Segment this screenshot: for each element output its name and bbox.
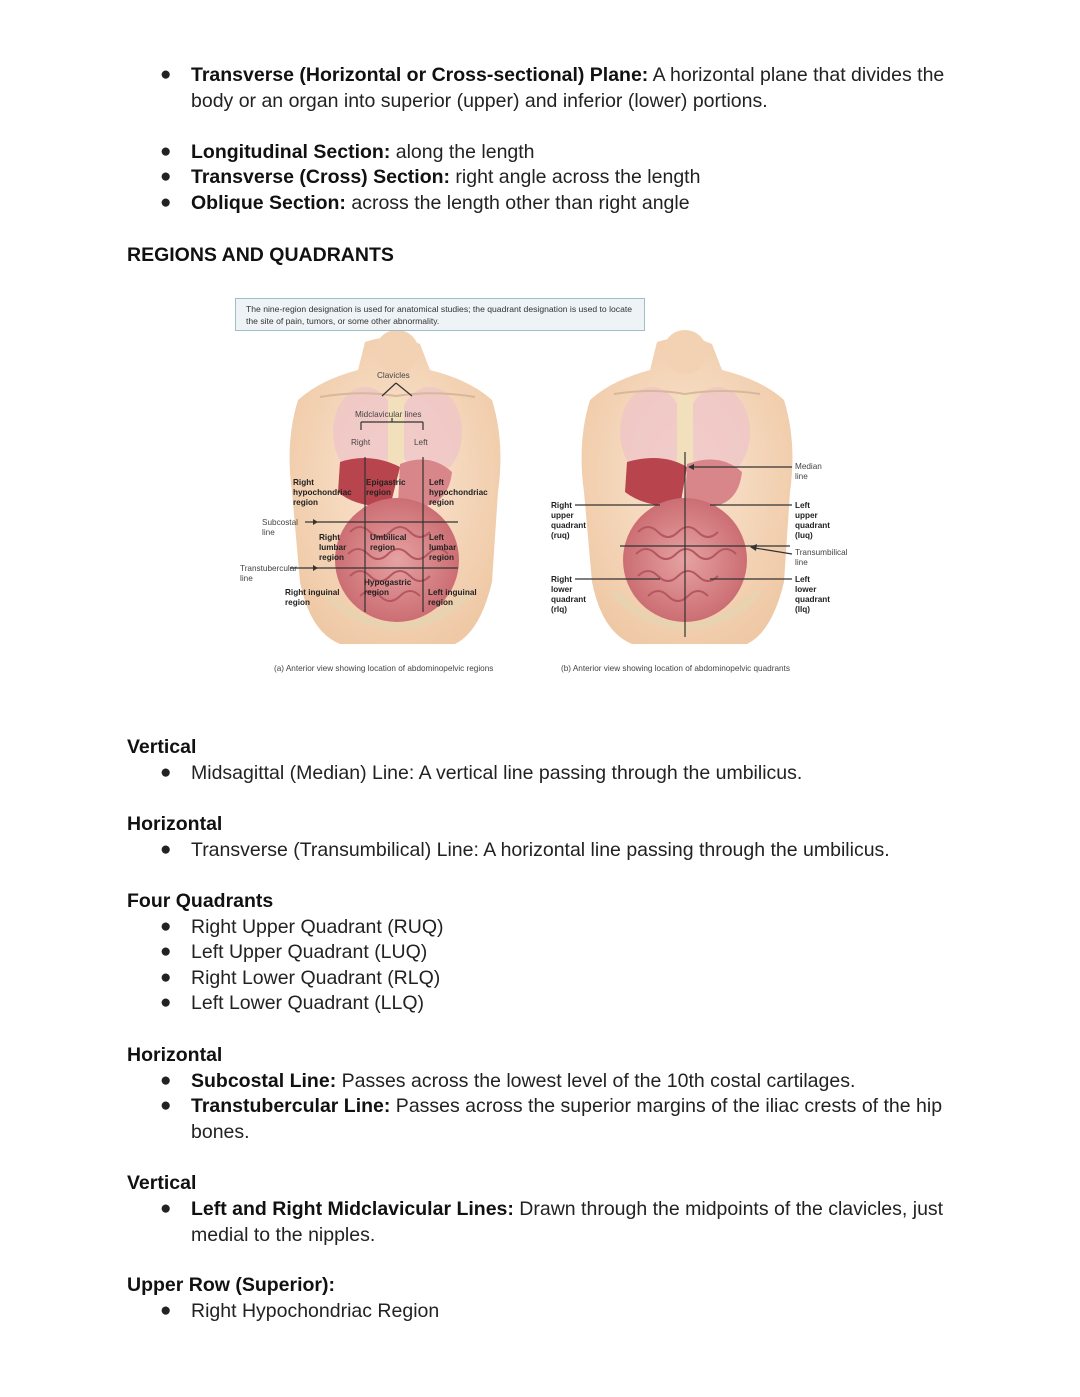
list-item: Right Upper Quadrant (RUQ) [191, 916, 444, 938]
line: Transumbilical [795, 548, 848, 557]
label-right: Right [351, 438, 371, 447]
section-item [191, 190, 951, 216]
bullet-icon: ● [160, 916, 172, 937]
label-right-inguinal [285, 588, 340, 608]
label-transumbilical-line [795, 548, 847, 568]
term: Transverse (Horizontal or Cross-sectional) Plane: [191, 64, 649, 86]
line: region [429, 553, 455, 562]
bullet-icon: ● [160, 941, 172, 962]
definition: right angle across the length [450, 166, 701, 188]
line: hypochondriac [293, 488, 352, 497]
horizontal-heading-2: Horizontal [127, 1044, 223, 1066]
list-item [191, 1196, 951, 1248]
term: Left and Right Midclavicular Lines: [191, 1198, 514, 1220]
bullet-icon: ● [160, 64, 172, 85]
label-left-hypochondriac [429, 478, 488, 508]
label-rlq [551, 575, 586, 615]
line: line [795, 472, 808, 481]
line: lumbar [319, 543, 347, 552]
line: (luq) [795, 531, 813, 540]
list-item: Left Lower Quadrant (LLQ) [191, 992, 425, 1014]
line: upper [551, 511, 574, 520]
label-subcostal-line [262, 518, 298, 538]
line: region [319, 553, 345, 562]
figure-caption-box: The nine-region designation is used for anatomical studies; the quadrant designation is used to locate the site of pain, tumors, or some other abnormality. [235, 298, 645, 331]
line: region [429, 498, 455, 507]
line: lower [551, 585, 573, 594]
line: Right [293, 478, 314, 487]
transverse-plane-item [191, 62, 951, 114]
label-hypogastric [364, 578, 411, 598]
line: region [366, 488, 392, 497]
bullet-icon: ● [160, 192, 172, 213]
definition: Passes across the lowest level of the 10th costal cartilages. [336, 1070, 856, 1092]
definition: A horizontal plane that divides the [648, 64, 945, 86]
bullet-icon: ● [160, 992, 172, 1013]
label-right-hypochondriac [293, 478, 352, 508]
term: Transtubercular Line: [191, 1095, 391, 1117]
label-midclavicular-lines: Midclavicular lines [355, 410, 422, 419]
label-left-inguinal [428, 588, 477, 608]
line: Transtubercular [240, 564, 298, 573]
line: Right [551, 575, 572, 584]
line: Right inguinal [285, 588, 340, 597]
line: quadrant [551, 521, 587, 530]
line: region [370, 543, 396, 552]
definition: Passes across the superior margins of the iliac crests of the hip [390, 1095, 943, 1117]
bullet-icon: ● [160, 762, 172, 783]
vertical-heading-2: Vertical [127, 1172, 197, 1194]
bullet-icon: ● [160, 1070, 172, 1091]
line: Right [319, 533, 340, 542]
line: quadrant [551, 595, 587, 604]
line: Left inguinal [428, 588, 477, 597]
panel-b-caption: (b) Anterior view showing location of abdominopelvic quadrants [561, 664, 790, 673]
bullet-icon: ● [160, 839, 172, 860]
line: region [285, 598, 311, 607]
bullet-icon: ● [160, 967, 172, 988]
line: region [428, 598, 454, 607]
line: line [795, 558, 808, 567]
term: Subcostal Line: [191, 1070, 337, 1092]
line: quadrant [795, 521, 831, 530]
line: (llq) [795, 605, 811, 614]
list-item: Midsagittal (Median) Line: A vertical line passing through the umbilicus. [191, 762, 803, 784]
bullet-icon: ● [160, 1300, 172, 1321]
definition-cont: body or an organ into superior (upper) and inferior (lower) portions. [191, 90, 768, 112]
list-item: Right Lower Quadrant (RLQ) [191, 967, 441, 989]
term: Longitudinal Section: [191, 141, 391, 163]
label-clavicles: Clavicles [377, 371, 410, 380]
line: Epigastric [366, 478, 406, 487]
horizontal-heading: Horizontal [127, 813, 223, 835]
line: (rlq) [551, 605, 567, 614]
label-median-line [795, 462, 822, 482]
line: Hypogastric [364, 578, 412, 587]
definition-cont: medial to the nipples. [191, 1224, 376, 1246]
list-item: Right Hypochondriac Region [191, 1300, 440, 1322]
regions-heading: REGIONS AND QUADRANTS [127, 244, 394, 266]
panel-b-body [582, 330, 793, 644]
panel-a-caption: (a) Anterior view showing location of abdominopelvic regions [274, 664, 494, 673]
line: Left [795, 501, 811, 510]
definition-cont: bones. [191, 1121, 250, 1143]
definition: across the length other than right angle [345, 192, 690, 214]
label-left: Left [414, 438, 428, 447]
vertical-heading: Vertical [127, 736, 197, 758]
line: lumbar [429, 543, 457, 552]
line: Left [429, 533, 445, 542]
section-item [191, 139, 951, 165]
bullet-icon: ● [160, 1198, 172, 1219]
label-luq [795, 501, 830, 541]
label-umbilical [370, 533, 406, 553]
term: Transverse (Cross) Section: [191, 166, 451, 188]
label-right-lumbar [319, 533, 346, 563]
bullet-icon: ● [160, 141, 172, 162]
list-item [191, 1068, 951, 1094]
label-left-lumbar [429, 533, 456, 563]
line: Subcostal [262, 518, 298, 527]
line: region [293, 498, 319, 507]
line: lower [795, 585, 817, 594]
label-ruq [551, 501, 586, 541]
label-llq [795, 575, 830, 615]
four-quadrants-heading: Four Quadrants [127, 890, 274, 912]
definition: along the length [390, 141, 535, 163]
line: region [364, 588, 390, 597]
line: quadrant [795, 595, 831, 604]
line: hypochondriac [429, 488, 488, 497]
line: line [262, 528, 275, 537]
abdominopelvic-figure [230, 292, 870, 687]
bullet-icon: ● [160, 1095, 172, 1116]
list-item [191, 1093, 951, 1145]
label-epigastric [366, 478, 406, 498]
line: Umbilical [370, 533, 407, 542]
line: upper [795, 511, 818, 520]
list-item: Left Upper Quadrant (LUQ) [191, 941, 428, 963]
section-item [191, 164, 951, 190]
bullet-icon: ● [160, 166, 172, 187]
line: Median [795, 462, 822, 471]
definition: Drawn through the midpoints of the clavicles, just [513, 1198, 944, 1220]
list-item: Transverse (Transumbilical) Line: A horizontal line passing through the umbilicus. [191, 839, 890, 861]
line: (ruq) [551, 531, 570, 540]
line: Left [795, 575, 811, 584]
term: Oblique Section: [191, 192, 346, 214]
upper-row-heading: Upper Row (Superior): [127, 1274, 335, 1296]
line: line [240, 574, 253, 583]
line: Right [551, 501, 572, 510]
line: Left [429, 478, 445, 487]
label-transtubercular-line [240, 564, 297, 584]
